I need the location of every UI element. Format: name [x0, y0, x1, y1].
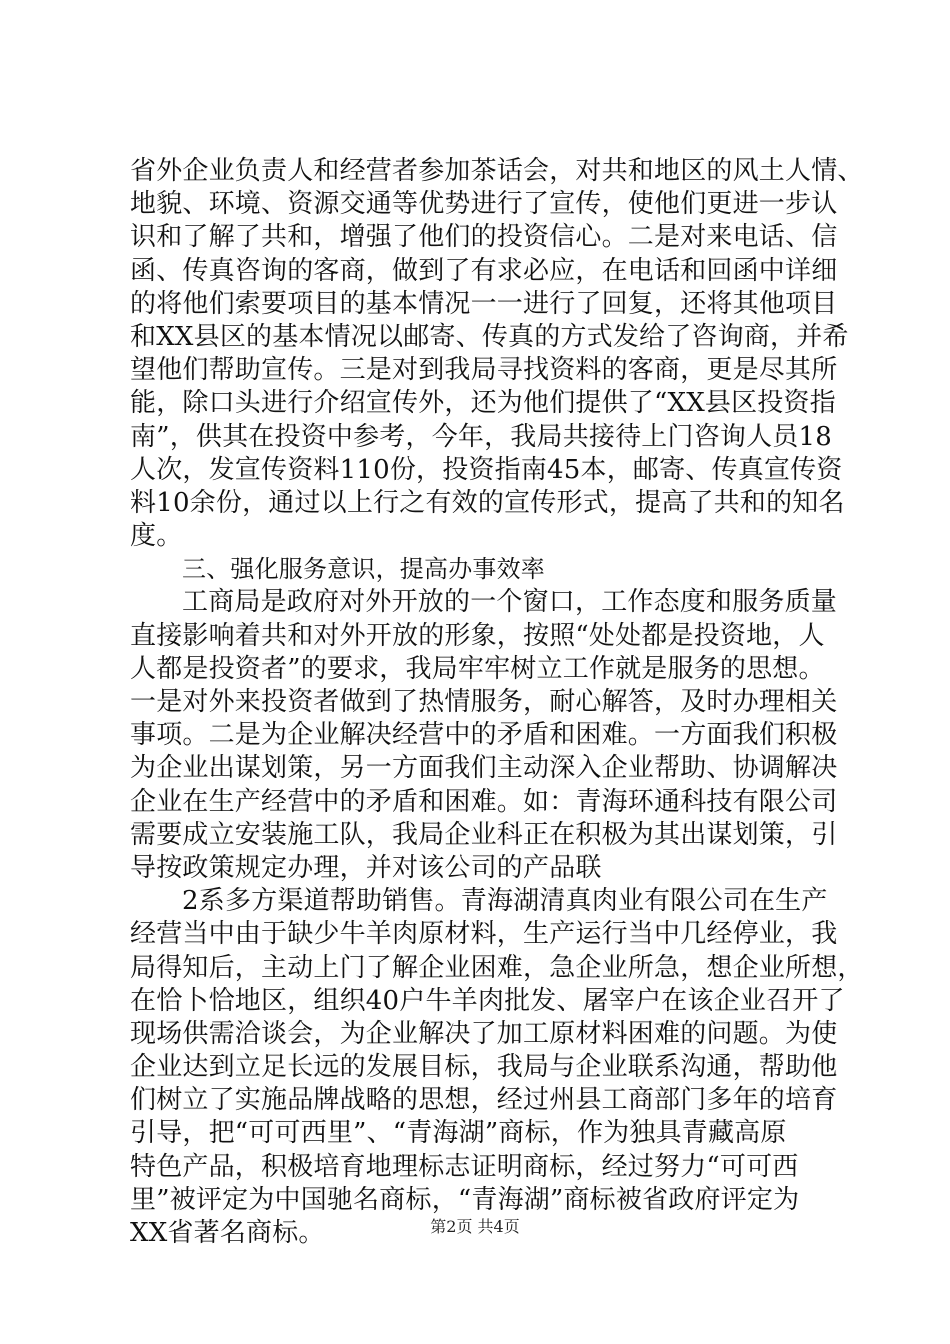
text-line: 特色产品，积极培育地理标志证明商标，经过努力“可可西	[130, 1151, 799, 1182]
text-line: 的将他们索要项目的基本情况一一进行了回复，还将其他项目	[130, 288, 838, 319]
text-line: 们树立了实施品牌战略的思想，经过州县工商部门多年的培育	[130, 1085, 838, 1116]
text-line: 人次，发宣传资料110份，投资指南45本，邮寄、传真宣传资	[130, 454, 843, 485]
text-line: 企业在生产经营中的矛盾和困难。如：青海环通科技有限公司	[130, 786, 838, 817]
text-line: 引导，把“可可西里”、“青海湖”商标，作为独具青藏高原	[130, 1118, 787, 1149]
text-line: XX省著名商标。	[130, 1218, 325, 1248]
text-line: 南”，供其在投资中参考，今年，我局共接待上门咨询人员18	[130, 421, 832, 452]
text-line: 省外企业负责人和经营者参加茶话会，对共和地区的风土人情、	[130, 156, 864, 186]
text-line: 人都是投资者”的要求，我局牢牢树立工作就是服务的思想。	[130, 653, 825, 684]
body-text	[130, 155, 864, 1250]
text-line: 望他们帮助宣传。三是对到我局寻找资料的客商，更是尽其所	[130, 355, 838, 386]
paragraph-first-line: 2系多方渠道帮助销售。青海湖清真肉业有限公司在生产	[182, 886, 828, 917]
text-line: 为企业出谋划策，另一方面我们主动深入企业帮助、协调解决	[130, 753, 838, 784]
text-line: 事项。二是为企业解决经营中的矛盾和困难。一方面我们积极	[130, 720, 838, 751]
text-line: 和XX县区的基本情况以邮寄、传真的方式发给了咨询商，并希	[130, 321, 849, 352]
text-line: 导按政策规定办理，并对该公司的产品联	[130, 852, 602, 883]
text-line: 里”被评定为中国驰名商标，“青海湖”商标被省政府评定为	[130, 1184, 800, 1215]
text-line: 直接影响着共和对外开放的形象，按照“处处都是投资地，人	[130, 620, 825, 651]
text-line: 局得知后，主动上门了解企业困难，急企业所急，想企业所想，	[130, 952, 864, 983]
text-line: 料10余份，通过以上行之有效的宣传形式，提高了共和的知名	[130, 487, 845, 518]
text-line: 地貌、环境、资源交通等优势进行了宣传，使他们更进一步认	[130, 189, 838, 220]
text-line: 现场供需洽谈会，为企业解决了加工原材料困难的问题。为使	[130, 1018, 838, 1049]
page-number: 第2页 共4页	[430, 1217, 520, 1236]
text-line: 需要成立安装施工队，我局企业科正在积极为其出谋划策，引	[130, 819, 838, 850]
text-line: 能，除口头进行介绍宣传外，还为他们提供了“XX县区投资指	[130, 388, 836, 419]
text-line: 度。	[130, 521, 183, 552]
text-line: 企业达到立足长远的发展目标，我局与企业联系沟通，帮助他	[130, 1052, 838, 1083]
section-heading: 三、强化服务意识，提高办事效率	[182, 555, 545, 584]
text-line: 函、传真咨询的客商，做到了有求必应，在电话和回函中详细	[130, 255, 838, 286]
text-line: 在恰卜恰地区，组织40户牛羊肉批发、屠宰户在该企业召开了	[130, 985, 845, 1016]
text-line: 经营当中由于缺少牛羊肉原材料，生产运行当中几经停业，我	[130, 919, 838, 950]
text-line: 识和了解了共和，增强了他们的投资信心。二是对来电话、信	[130, 222, 838, 253]
text-line: 一是对外来投资者做到了热情服务，耐心解答，及时办理相关	[130, 687, 838, 717]
paragraph-first-line: 工商局是政府对外开放的一个窗口，工作态度和服务质量	[182, 587, 838, 618]
